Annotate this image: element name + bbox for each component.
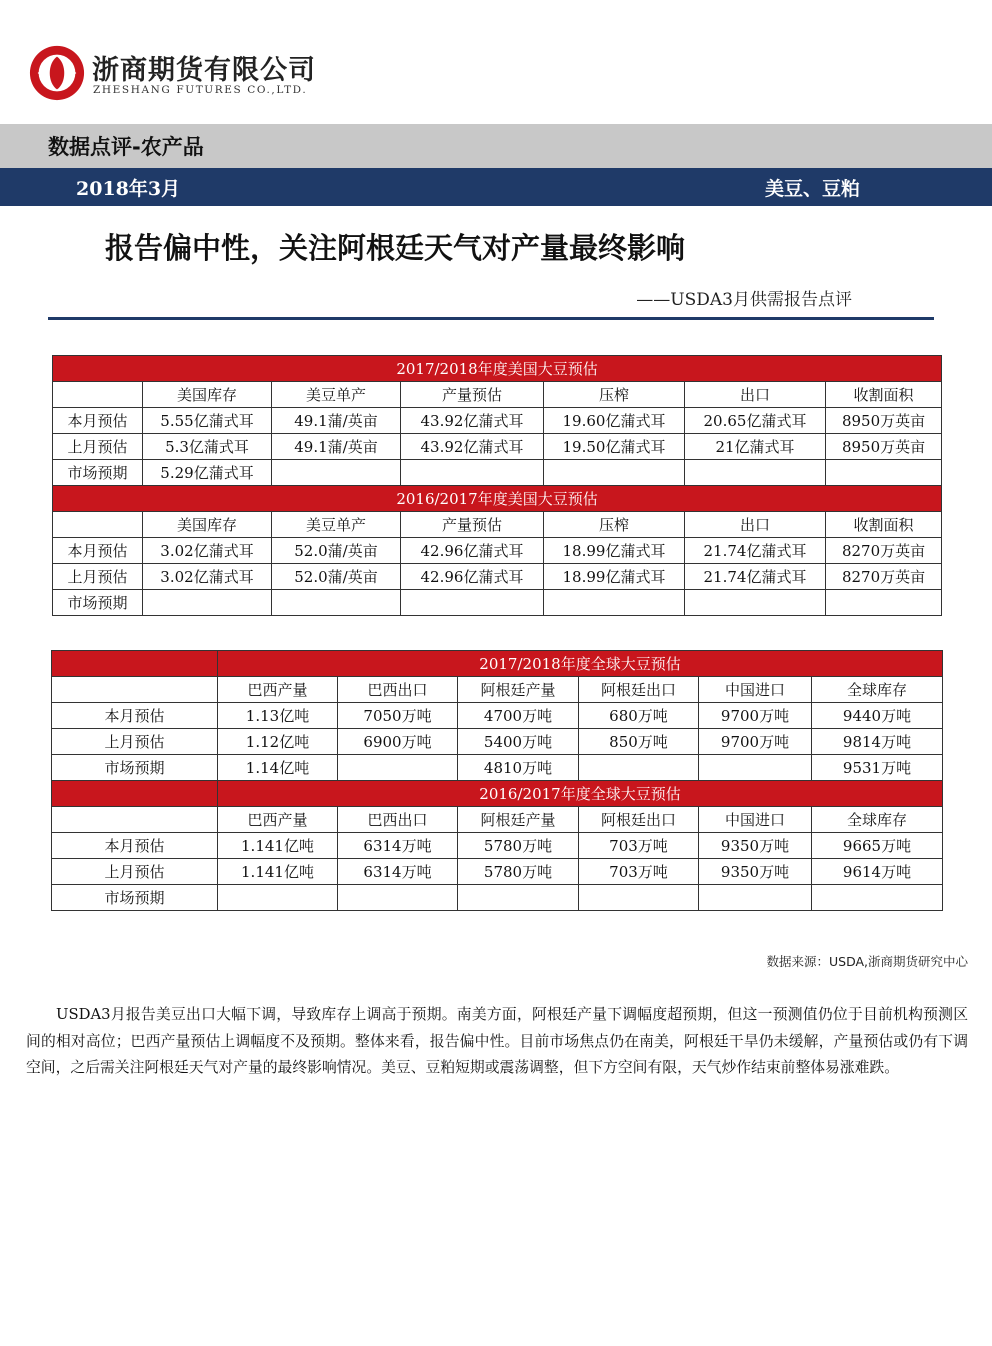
table-row [53, 564, 942, 590]
table-cell: 850万吨 [579, 729, 699, 755]
table-cell [143, 590, 272, 616]
column-header: 中国进口 [699, 807, 812, 833]
table-cell: 1.14亿吨 [218, 755, 338, 781]
table-cell: 9614万吨 [812, 859, 943, 885]
table-cell: 43.92亿蒲式耳 [401, 408, 544, 434]
table-cell: 8270万英亩 [826, 538, 942, 564]
row-label: 市场预期 [53, 460, 143, 486]
table-cell: 4700万吨 [458, 703, 579, 729]
column-header: 巴西出口 [338, 807, 458, 833]
column-header: 美国库存 [143, 512, 272, 538]
row-label: 上月预估 [52, 859, 218, 885]
table-row [52, 703, 943, 729]
row-label: 本月预估 [53, 538, 143, 564]
table-cell: 5.55亿蒲式耳 [143, 408, 272, 434]
table-cell: 7050万吨 [338, 703, 458, 729]
row-label: 本月预估 [52, 833, 218, 859]
table-cell: 18.99亿蒲式耳 [544, 564, 685, 590]
table-cell [579, 885, 699, 911]
column-header: 阿根廷出口 [579, 807, 699, 833]
table-cell: 6900万吨 [338, 729, 458, 755]
table-cell: 703万吨 [579, 833, 699, 859]
table-cell [272, 590, 401, 616]
report-category: 数据点评-农产品 [48, 135, 204, 159]
column-header: 压榨 [544, 382, 685, 408]
table-cell: 3.02亿蒲式耳 [143, 538, 272, 564]
table-cell [338, 885, 458, 911]
table-row [53, 460, 942, 486]
commentary-paragraph: USDA3月报告美豆出口大幅下调，导致库存上调高于预期。南美方面，阿根廷产量下调幅度超预期，但这一预测值仍位于目前机构预测区间的相对高位；巴西产量预估上调幅度不及预期。整体来看，报告偏中性。目前市场焦点仍在南美，阿根廷干旱仍未缓解，产量预估或仍有下调空间，之后需关注阿根廷天气对产量的最终影响情况。美豆、豆粕短期或震荡调整，但下方空间有限，天气炒作结束前整体易涨难跌。 [26, 1006, 968, 1076]
column-header: 产量预估 [401, 512, 544, 538]
table-row [53, 408, 942, 434]
table-cell: 1.141亿吨 [218, 859, 338, 885]
table-section-header [53, 356, 942, 382]
table-row [53, 590, 942, 616]
report-product: 美豆、豆粕 [764, 178, 860, 200]
table-cell: 3.02亿蒲式耳 [143, 564, 272, 590]
table-section-header [53, 486, 942, 512]
table-cell: 5780万吨 [458, 833, 579, 859]
table-row [53, 434, 942, 460]
us-soybean-table [52, 355, 942, 616]
table-cell [685, 590, 826, 616]
table-cell: 703万吨 [579, 859, 699, 885]
title-divider [48, 317, 934, 320]
table-cell: 5780万吨 [458, 859, 579, 885]
column-header: 全球库存 [812, 807, 943, 833]
section-title: 2017/2018年度美国大豆预估 [53, 356, 942, 382]
column-header: 阿根廷产量 [458, 807, 579, 833]
row-label: 本月预估 [53, 408, 143, 434]
date-band [0, 168, 992, 206]
column-header: 巴西产量 [218, 677, 338, 703]
table-cell [826, 590, 942, 616]
section-title: 2016/2017年度全球大豆预估 [218, 781, 943, 807]
table-column-header-row [52, 677, 943, 703]
row-label: 上月预估 [53, 564, 143, 590]
table-cell [579, 755, 699, 781]
table-cell [699, 885, 812, 911]
column-header: 收割面积 [826, 382, 942, 408]
table-cell: 49.1蒲/英亩 [272, 434, 401, 460]
table-row [53, 538, 942, 564]
table-cell: 18.99亿蒲式耳 [544, 538, 685, 564]
column-header: 出口 [685, 512, 826, 538]
column-header: 阿根廷产量 [458, 677, 579, 703]
table-cell: 9814万吨 [812, 729, 943, 755]
corner-cell [53, 382, 143, 408]
column-header: 中国进口 [699, 677, 812, 703]
data-source-note: 数据来源：USDA,浙商期货研究中心 [766, 954, 968, 969]
table-cell [544, 460, 685, 486]
table-cell: 49.1蒲/英亩 [272, 408, 401, 434]
company-name-en: ZHESHANG FUTURES CO.,LTD. [93, 84, 308, 96]
table-row [52, 885, 943, 911]
report-date: 2018年3月 [76, 178, 181, 200]
column-header: 出口 [685, 382, 826, 408]
table-cell: 1.141亿吨 [218, 833, 338, 859]
row-label: 本月预估 [52, 703, 218, 729]
table-cell: 19.60亿蒲式耳 [544, 408, 685, 434]
table-cell: 9700万吨 [699, 703, 812, 729]
table-cell: 21.74亿蒲式耳 [685, 564, 826, 590]
table-section-header [52, 651, 943, 677]
table-cell: 42.96亿蒲式耳 [401, 538, 544, 564]
table-cell [218, 885, 338, 911]
row-label: 市场预期 [52, 885, 218, 911]
column-header: 产量预估 [401, 382, 544, 408]
table-cell: 1.13亿吨 [218, 703, 338, 729]
table-row [52, 755, 943, 781]
report-subtitle: ——USDA3月供需报告点评 [636, 290, 852, 310]
table-cell: 8950万英亩 [826, 408, 942, 434]
section-title: 2017/2018年度全球大豆预估 [218, 651, 943, 677]
table-cell: 5.29亿蒲式耳 [143, 460, 272, 486]
table-cell [699, 755, 812, 781]
row-label: 市场预期 [52, 755, 218, 781]
row-label: 上月预估 [53, 434, 143, 460]
table-cell [685, 460, 826, 486]
table-column-header-row [53, 382, 942, 408]
table-cell: 21.74亿蒲式耳 [685, 538, 826, 564]
row-label: 市场预期 [53, 590, 143, 616]
company-logo-icon [28, 44, 86, 102]
table-cell: 9700万吨 [699, 729, 812, 755]
global-soybean-table [51, 650, 943, 911]
table-cell: 9665万吨 [812, 833, 943, 859]
row-label: 上月预估 [52, 729, 218, 755]
table-column-header-row [53, 512, 942, 538]
corner-cell [52, 807, 218, 833]
table-cell [401, 460, 544, 486]
table-cell: 1.12亿吨 [218, 729, 338, 755]
table-cell: 19.50亿蒲式耳 [544, 434, 685, 460]
table-cell: 5400万吨 [458, 729, 579, 755]
report-title: 报告偏中性，关注阿根廷天气对产量最终影响 [105, 231, 686, 265]
column-header: 巴西产量 [218, 807, 338, 833]
company-name-cn: 浙商期货有限公司 [92, 55, 316, 86]
table-row [52, 729, 943, 755]
table-cell: 21亿蒲式耳 [685, 434, 826, 460]
table-cell [826, 460, 942, 486]
table-cell: 52.0蒲/英亩 [272, 538, 401, 564]
table-cell: 680万吨 [579, 703, 699, 729]
table-cell [458, 885, 579, 911]
table-row [52, 859, 943, 885]
column-header: 美豆单产 [272, 382, 401, 408]
table-cell: 9531万吨 [812, 755, 943, 781]
table-section-header [52, 781, 943, 807]
table-cell: 9350万吨 [699, 859, 812, 885]
table-cell: 52.0蒲/英亩 [272, 564, 401, 590]
column-header: 阿根廷出口 [579, 677, 699, 703]
section-title: 2016/2017年度美国大豆预估 [53, 486, 942, 512]
table-column-header-row [52, 807, 943, 833]
table-cell: 6314万吨 [338, 859, 458, 885]
table-cell: 9440万吨 [812, 703, 943, 729]
table-cell [272, 460, 401, 486]
table-cell: 6314万吨 [338, 833, 458, 859]
table-cell [544, 590, 685, 616]
corner-cell [53, 512, 143, 538]
table-cell: 5.3亿蒲式耳 [143, 434, 272, 460]
section-corner-cell [52, 651, 218, 677]
table-cell: 20.65亿蒲式耳 [685, 408, 826, 434]
table-row [52, 833, 943, 859]
column-header: 收割面积 [826, 512, 942, 538]
table-cell: 8950万英亩 [826, 434, 942, 460]
table-cell [338, 755, 458, 781]
table-cell [812, 885, 943, 911]
column-header: 美豆单产 [272, 512, 401, 538]
corner-cell [52, 677, 218, 703]
column-header: 压榨 [544, 512, 685, 538]
table-cell: 8270万英亩 [826, 564, 942, 590]
column-header: 全球库存 [812, 677, 943, 703]
table-cell: 9350万吨 [699, 833, 812, 859]
table-cell [401, 590, 544, 616]
column-header: 巴西出口 [338, 677, 458, 703]
table-cell: 43.92亿蒲式耳 [401, 434, 544, 460]
section-corner-cell [52, 781, 218, 807]
category-band [0, 124, 992, 168]
table-cell: 42.96亿蒲式耳 [401, 564, 544, 590]
table-cell: 4810万吨 [458, 755, 579, 781]
column-header: 美国库存 [143, 382, 272, 408]
